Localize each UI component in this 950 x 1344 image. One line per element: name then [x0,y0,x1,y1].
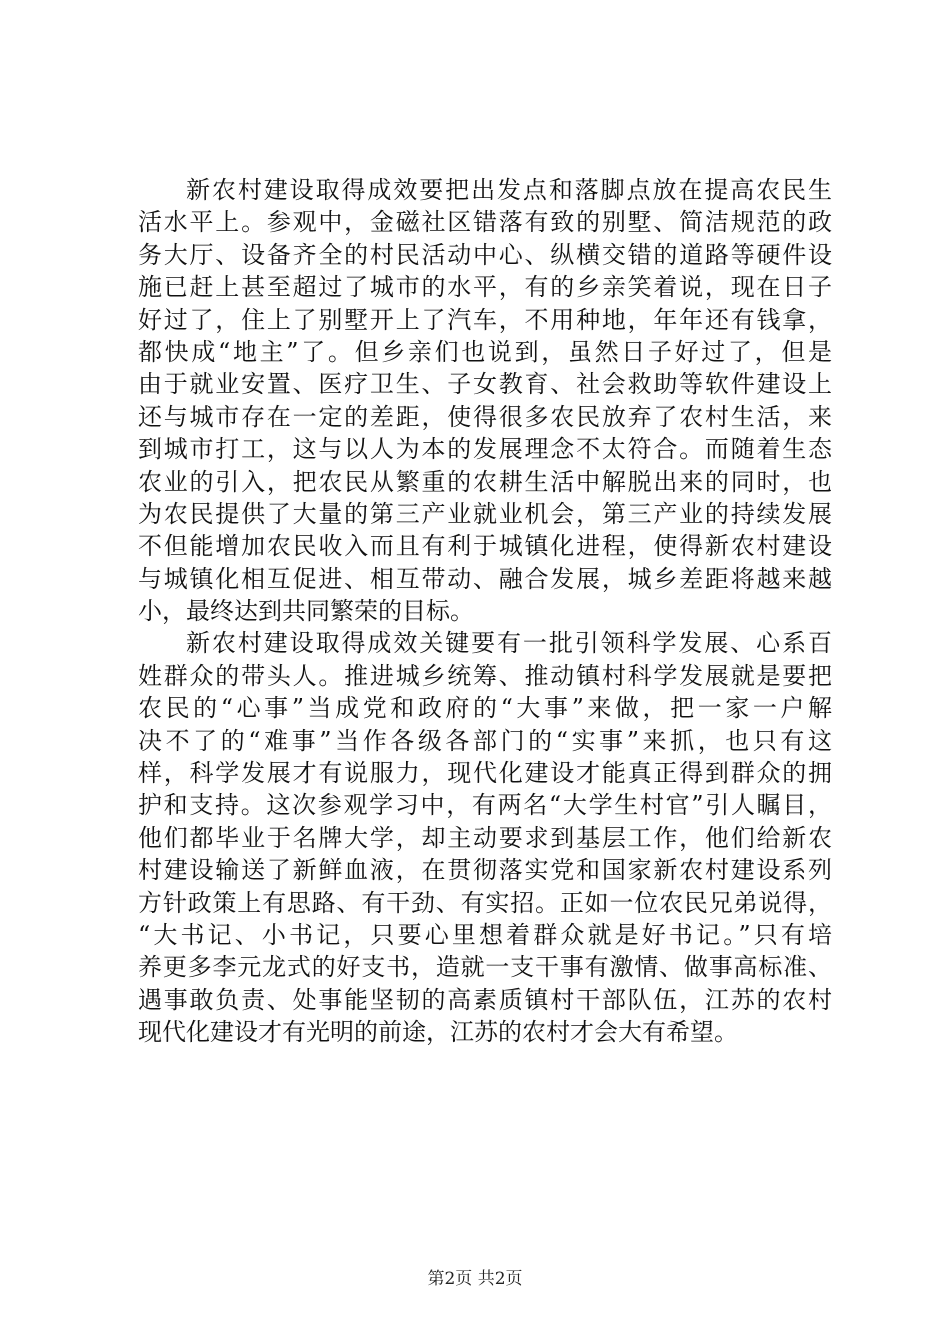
text-line: 到城市打工，这与以人为本的发展理念不太符合。而随着生态 [138,435,832,464]
text-line: 为农民提供了大量的第三产业就业机会，第三产业的持续发展 [138,499,832,528]
text-line: 由于就业安置、医疗卫生、子女教育、社会救助等软件建设上 [138,370,832,399]
text-line: 活水平上。参观中，金磁社区错落有致的别墅、简洁规范的政 [138,208,832,237]
text-line: 姓群众的带头人。推进城乡统筹、推动镇村科学发展就是要把 [138,661,832,690]
text-line: 他们都毕业于名牌大学，却主动要求到基层工作，他们给新农 [138,823,832,852]
text-line: “大书记、小书记，只要心里想着群众就是好书记。”只有培 [138,920,832,949]
text-line: 务大厅、设备齐全的村民活动中心、纵横交错的道路等硬件设 [138,240,832,269]
text-line: 都快成“地主”了。但乡亲们也说到，虽然日子好过了，但是 [138,337,832,366]
text-line: 养更多李元龙式的好支书，造就一支干事有激情、做事高标准、 [138,953,832,982]
text-line: 农业的引入，把农民从繁重的农耕生活中解脱出来的同时，也 [138,467,832,496]
text-line: 样，科学发展才有说服力，现代化建设才能真正得到群众的拥 [138,759,832,788]
text-line: 还与城市存在一定的差距，使得很多农民放弃了农村生活，来 [138,402,832,431]
page-footer: 第2页 共2页 [427,1269,523,1289]
text-line: 不但能增加农民收入而且有利于城镇化进程，使得新农村建设 [138,532,832,561]
text-line: 新农村建设取得成效要把出发点和落脚点放在提高农民生 [186,176,832,204]
text-line: 新农村建设取得成效关键要有一批引领科学发展、心系百 [186,629,832,658]
text-line: 方针政策上有思路、有干劲、有实招。正如一位农民兄弟说得， [138,888,832,917]
text-line: 与城镇化相互促进、相互带动、融合发展，城乡差距将越来越 [138,564,832,593]
paragraph-1 [138,174,832,627]
text-line: 好过了，住上了别墅开上了汽车，不用种地，年年还有钱拿， [138,305,832,334]
text-line: 农民的“心事”当成党和政府的“大事”来做，把一家一户解 [138,694,832,723]
text-line: 遇事敢负责、处事能坚韧的高素质镇村干部队伍，江苏的农村 [138,985,832,1014]
text-line: 现代化建设才有光明的前途，江苏的农村才会大有希望。 [138,1018,738,1047]
body-text [138,174,832,1049]
text-line: 决不了的“难事”当作各级各部门的“实事”来抓，也只有这 [138,726,832,755]
text-line: 护和支持。这次参观学习中，有两名“大学生村官”引人瞩目， [138,791,832,820]
text-line: 施已赶上甚至超过了城市的水平，有的乡亲笑着说，现在日子 [138,273,832,302]
text-line: 小，最终达到共同繁荣的目标。 [138,597,474,626]
text-line: 村建设输送了新鲜血液，在贯彻落实党和国家新农村建设系列 [138,856,832,885]
paragraph-2 [138,627,832,1048]
